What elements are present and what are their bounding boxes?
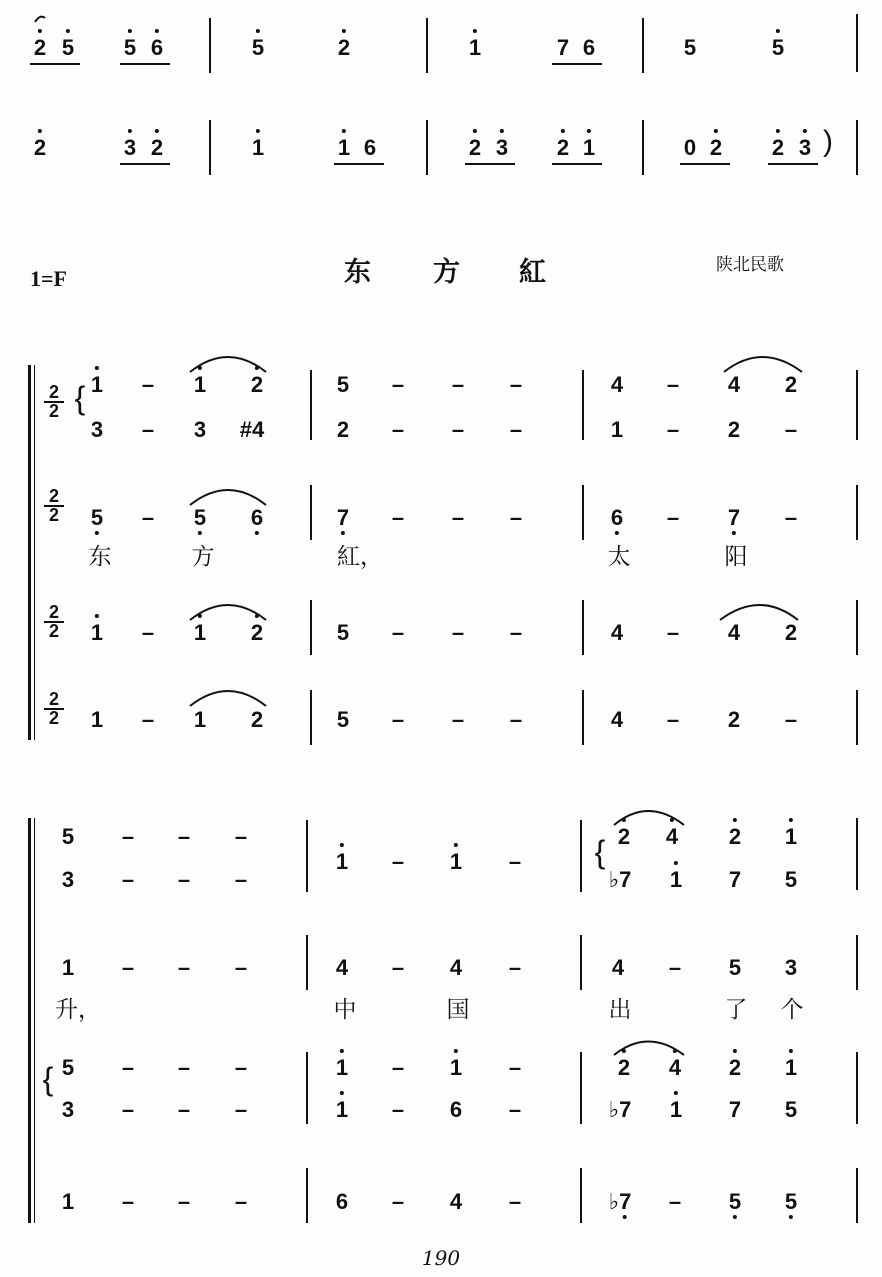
dash: – (451, 620, 465, 645)
note: 4 (669, 1056, 681, 1080)
note: 5 (784, 1097, 798, 1122)
dash: – (391, 620, 405, 645)
note: 4 (610, 620, 624, 645)
slur (190, 691, 266, 706)
note: 3 (61, 867, 75, 892)
slur (35, 17, 45, 22)
note: 2 (34, 136, 46, 160)
note: 4 (666, 825, 678, 849)
slur (190, 357, 266, 372)
dash: – (451, 707, 465, 732)
note: 4 (335, 955, 349, 980)
note: 4 (727, 620, 741, 645)
dash: – (666, 707, 680, 732)
time-signature: 2 2 (44, 691, 64, 727)
note: 1 (336, 1098, 348, 1122)
note: 4 (727, 372, 741, 397)
note: 6 (611, 506, 623, 530)
note: 3 (799, 136, 811, 160)
note: 1 (450, 1056, 462, 1080)
brace: { (42, 1061, 54, 1097)
note: 5 (91, 506, 103, 530)
lyric: 太 (607, 544, 631, 570)
dash: – (121, 955, 135, 980)
note: 5 (336, 372, 350, 397)
dash: – (451, 417, 465, 442)
dash: – (508, 1097, 522, 1122)
dash: – (177, 1189, 191, 1214)
note: 6 (251, 506, 263, 530)
note: 5 (785, 1190, 797, 1214)
note: 2 (34, 36, 46, 60)
note: 2 (729, 1056, 741, 1080)
note: 5 (252, 36, 264, 60)
dash: – (391, 955, 405, 980)
note: 7 (728, 1097, 742, 1122)
note: 2 (710, 136, 722, 160)
dash: – (509, 707, 523, 732)
dash: – (121, 1055, 135, 1080)
note: ♭7 (608, 1097, 632, 1122)
dash: – (668, 1189, 682, 1214)
note: 2 (250, 707, 264, 732)
note: 1 (338, 136, 350, 160)
note: 1 (670, 1098, 682, 1122)
note: 2 (251, 621, 263, 645)
note: 1 (252, 136, 264, 160)
note: 2 (557, 136, 569, 160)
dash: – (177, 867, 191, 892)
dash: – (508, 955, 522, 980)
note: 2 (784, 620, 798, 645)
note: 1 (193, 707, 207, 732)
dash: – (668, 955, 682, 980)
lyric: 个 (780, 997, 804, 1023)
note: 5 (336, 707, 350, 732)
note: 1 (610, 417, 624, 442)
dash: – (451, 505, 465, 530)
dash: – (121, 1097, 135, 1122)
dash: – (121, 867, 135, 892)
note: 1 (61, 1189, 75, 1214)
note: 1 (336, 850, 348, 874)
note: 1 (336, 1056, 348, 1080)
lyric: 东 (88, 544, 112, 570)
dash: – (234, 1189, 248, 1214)
dash: – (784, 417, 798, 442)
dash: – (451, 372, 465, 397)
dash: – (784, 707, 798, 732)
source-label: 陕北民歌 (716, 255, 784, 275)
dash: – (121, 1189, 135, 1214)
dash: – (141, 417, 155, 442)
dash: – (177, 955, 191, 980)
note: 5 (728, 955, 742, 980)
key-signature: 1=F (30, 266, 67, 291)
dash: – (391, 417, 405, 442)
close-paren: ) (823, 125, 833, 158)
lyric: 了 (724, 997, 748, 1023)
dash: – (391, 849, 405, 874)
note: 5 (194, 506, 206, 530)
dash: – (391, 505, 405, 530)
time-signature: 2 2 (44, 488, 64, 524)
note: 5 (61, 1055, 75, 1080)
dash: – (509, 417, 523, 442)
note: #4 (239, 417, 265, 442)
slur (190, 490, 266, 505)
note: 4 (449, 955, 463, 980)
note: 1 (91, 621, 103, 645)
dash: – (391, 372, 405, 397)
note: 4 (610, 707, 624, 732)
note: 2 (618, 825, 630, 849)
time-signature: 2 2 (44, 384, 64, 420)
note: 5 (62, 36, 74, 60)
slur (614, 811, 684, 825)
dash: – (666, 620, 680, 645)
dash: – (666, 372, 680, 397)
title-char: 方 (433, 257, 460, 288)
dash: – (391, 1055, 405, 1080)
dash: – (121, 824, 135, 849)
note: 1 (785, 1056, 797, 1080)
note: 5 (772, 36, 784, 60)
note: 6 (151, 36, 163, 60)
note: 1 (450, 850, 462, 874)
note: 3 (193, 417, 207, 442)
dash: – (177, 824, 191, 849)
lyric: 方 (191, 544, 215, 570)
note: 3 (496, 136, 508, 160)
brace: { (74, 380, 86, 416)
dash: – (509, 505, 523, 530)
note: 3 (61, 1097, 75, 1122)
dash: – (234, 955, 248, 980)
note: 2 (338, 36, 350, 60)
dash: – (666, 505, 680, 530)
note: 1 (785, 825, 797, 849)
note: ♭7 (608, 867, 632, 892)
note: 1 (469, 36, 481, 60)
note: 5 (729, 1190, 741, 1214)
lyric: 升， (55, 997, 101, 1023)
dash: – (177, 1055, 191, 1080)
note: 2 (151, 136, 163, 160)
note: 1 (194, 621, 206, 645)
brace: { (594, 834, 606, 870)
lyric: 紅， (337, 544, 383, 570)
dash: – (141, 505, 155, 530)
note: 2 (727, 417, 741, 442)
note: 2 (784, 372, 798, 397)
note: 2 (772, 136, 784, 160)
note: 7 (337, 506, 349, 530)
dash: – (141, 620, 155, 645)
note: 2 (469, 136, 481, 160)
note: 4 (610, 372, 624, 397)
note: 1 (583, 136, 595, 160)
slur (614, 1042, 684, 1056)
note: 7 (728, 506, 740, 530)
dash: – (784, 505, 798, 530)
note: 5 (784, 867, 798, 892)
note: 1 (90, 707, 104, 732)
title-char: 东 (344, 257, 371, 288)
note: 1 (61, 955, 75, 980)
note: 5 (124, 36, 136, 60)
note: 6 (582, 35, 596, 60)
lyric: 中 (333, 997, 357, 1023)
note: 4 (449, 1189, 463, 1214)
dash: – (508, 1189, 522, 1214)
dash: – (391, 1097, 405, 1122)
dash: – (141, 707, 155, 732)
dash: – (391, 1189, 405, 1214)
dash: – (234, 1055, 248, 1080)
dash: – (234, 1097, 248, 1122)
slur (720, 605, 798, 620)
dash: – (234, 824, 248, 849)
note: 0 (683, 135, 697, 160)
note: 2 (251, 373, 263, 397)
note: 2 (618, 1056, 630, 1080)
note: ♭7 (609, 1190, 632, 1214)
lyric: 国 (446, 997, 470, 1023)
dash: – (141, 372, 155, 397)
dash: – (508, 849, 522, 874)
slur (724, 357, 802, 372)
note: 2 (729, 825, 741, 849)
note: 6 (449, 1097, 463, 1122)
note: 3 (90, 417, 104, 442)
note: 5 (61, 824, 75, 849)
note: 5 (336, 620, 350, 645)
note: 2 (727, 707, 741, 732)
dash: – (509, 620, 523, 645)
dash: – (508, 1055, 522, 1080)
note: 7 (556, 35, 570, 60)
dash: – (509, 372, 523, 397)
note: 1 (194, 373, 206, 397)
note: 5 (683, 35, 697, 60)
title-char: 紅 (519, 257, 546, 288)
note: 7 (728, 867, 742, 892)
lyric: 出 (608, 997, 632, 1023)
dash: – (234, 867, 248, 892)
slur (190, 605, 266, 620)
note: 3 (124, 136, 136, 160)
note: 3 (784, 955, 798, 980)
dash: – (177, 1097, 191, 1122)
lyric: 阳 (724, 544, 748, 570)
page-number: 190 (421, 1246, 461, 1270)
note: 6 (335, 1189, 349, 1214)
note: 4 (611, 955, 625, 980)
time-signature: 2 2 (44, 604, 64, 640)
note: 1 (91, 373, 103, 397)
note: 2 (336, 417, 350, 442)
dash: – (391, 707, 405, 732)
dash: – (666, 417, 680, 442)
note: 1 (670, 868, 682, 892)
note: 6 (363, 135, 377, 160)
